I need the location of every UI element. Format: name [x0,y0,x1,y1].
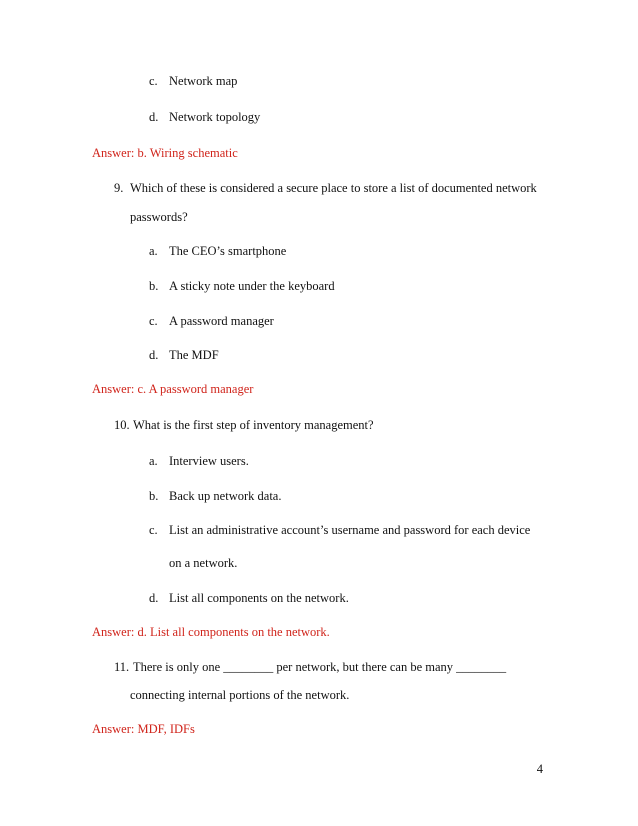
question-number: 9. [114,181,124,195]
answer-8: Answer: b. Wiring schematic [92,146,238,160]
option-marker: a. [149,244,158,258]
option-text: List an administrative account’s username and password for each device [169,523,531,537]
option-marker: b. [149,279,159,293]
option-marker: d. [149,591,159,605]
option-marker: d. [149,110,159,124]
question-number: 10. [114,418,130,432]
option-marker: b. [149,489,159,503]
option-text: List all components on the network. [169,591,349,605]
answer-10: Answer: d. List all components on the network. [92,625,330,639]
question-text: There is only one ________ per network, but there can be many ________ [133,660,507,674]
option-marker: c. [149,314,158,328]
option-text-continued: on a network. [169,556,238,570]
question-text: Which of these is considered a secure place to store a list of documented network [130,181,537,195]
question-text: What is the first step of inventory management? [133,418,374,432]
page-number: 4 [536,762,543,776]
option-text: Back up network data. [169,489,282,503]
question-text-continued: passwords? [130,210,188,224]
option-text: Network topology [169,110,261,124]
question-text-continued: connecting internal portions of the network. [130,688,350,702]
question-number: 11. [114,660,130,674]
option-text: The MDF [169,348,219,362]
option-marker: a. [149,454,158,468]
option-text: Network map [169,74,238,88]
option-text: Interview users. [169,454,249,468]
option-text: A password manager [169,314,274,328]
answer-11: Answer: MDF, IDFs [92,722,195,736]
option-text: The CEO’s smartphone [169,244,287,258]
option-marker: d. [149,348,159,362]
option-text: A sticky note under the keyboard [169,279,335,293]
answer-9: Answer: c. A password manager [92,382,254,396]
option-marker: c. [149,74,158,88]
option-marker: c. [149,523,158,537]
